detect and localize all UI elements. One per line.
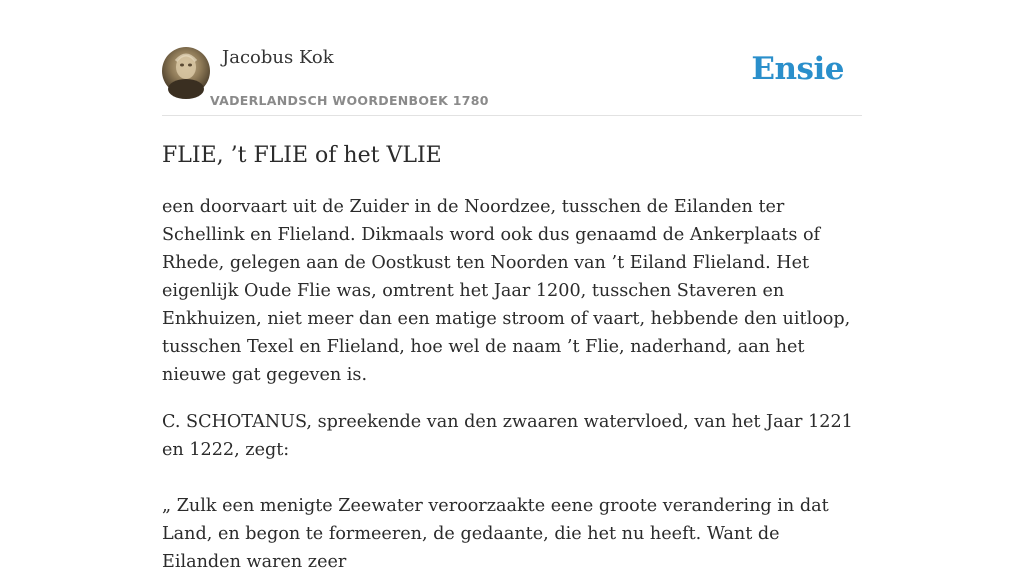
author-name[interactable]: Jacobus Kok (222, 47, 334, 68)
portrait-icon (162, 47, 210, 95)
author-avatar[interactable] (162, 47, 210, 95)
article-quote: „ Zulk een menigte Zeewater veroorzaakte eene groote verandering in dat Land, en begon te formeeren, de gedaante, die het nu heeft. Want de Eilanden waren zeer (162, 496, 829, 572)
article-paragraph: een doorvaart uit de Zuider in de Noordzee, tusschen de Eilanden ter Schellink en Flieland. Dikmaals word ook dus genaamd de Ankerplaats of Rhede, gelegen aan de Oostkust ten Noorden van ’t Eiland Flieland. Het eigenlijk Oude Flie was, omtrent het Jaar 1200, tusschen Staveren en Enkhuizen, niet meer dan een matige stroom of vaart, hebbende den uitloop, tusschen Texel en Flieland, hoe wel de naam ’t Flie, naderhand, aan het nieuwe gat gegeven is. (162, 197, 851, 385)
article-header (162, 0, 862, 116)
brand-logo[interactable]: Ensie (751, 51, 844, 87)
article-paragraph: C. SCHOTANUS, spreekende van den zwaaren watervloed, van het Jaar 1221 en 1222, zegt: (162, 412, 853, 460)
article-container (162, 0, 862, 576)
article-title: FLIE, ’t FLIE of het VLIE (162, 143, 442, 168)
source-label[interactable]: VADERLANDSCH WOORDENBOEK 1780 (210, 93, 489, 108)
